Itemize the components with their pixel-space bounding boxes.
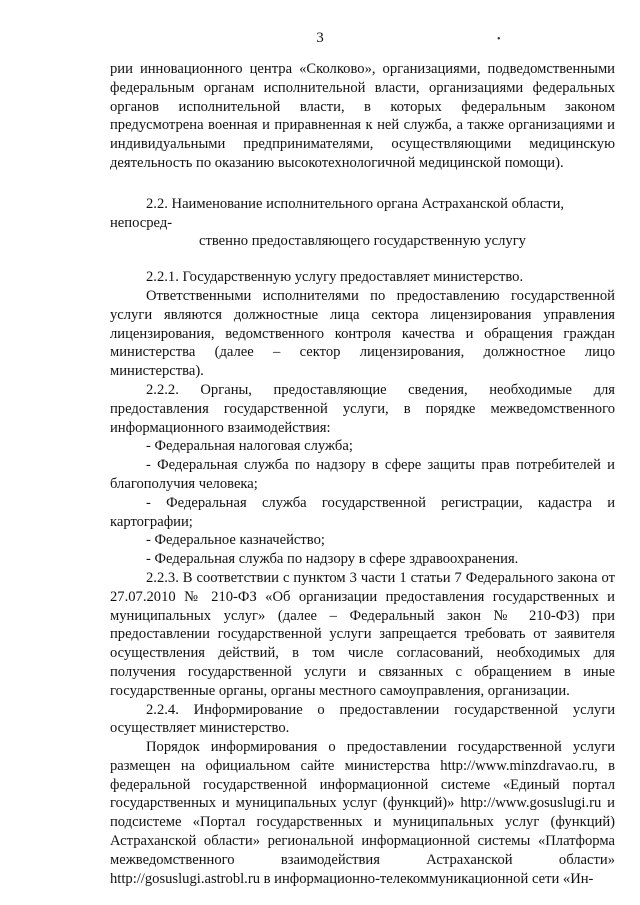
agency-list-item: - Федеральная служба государственной регистрации, кадастра и картографии;: [110, 494, 615, 530]
paragraph-2-2-1: 2.2.1. Государственную услугу предоставляет министерство.: [146, 269, 524, 286]
paragraph-2-2-3: 2.2.3. В соответствии с пунктом 3 части 1 статьи 7 Федерального закона от 27.07.2010 № 210-ФЗ «Об организации предоставления государственных и муниципальных услуг» (далее – Федеральный закон № 210-ФЗ) при предоставлении государственной услуги запрещается требовать от заявителя осуществления действий, в том числе согласований, необходимых для получения государственной услуги и связанных с обращением в иные государственные органы, органы местного самоуправления, организации.: [110, 569, 615, 699]
paragraph-2-2-4: 2.2.4. Информирование о предоставлении государственной услуги осуществляет министерство.: [110, 701, 615, 737]
scan-speck: •: [497, 34, 501, 45]
paragraph-2-2-2: 2.2.2. Органы, предоставляющие сведения, необходимые для предоставления государственной услуги, в порядке межведомственного информационного взаимодействия:: [110, 381, 615, 436]
section-heading-2-2: [110, 195, 615, 251]
agency-list-item: - Федеральное казначейство;: [146, 532, 325, 549]
section-heading-line1: 2.2. Наименование исполнительного органа Астраханской области, непосред-: [110, 195, 565, 231]
agency-list-item: - Федеральная служба по надзору в сфере защиты прав потребителей и благополучия человека;: [110, 457, 615, 492]
page-number: 3: [316, 30, 324, 46]
section-heading-line2: ственно предоставляющего государственную услугу: [199, 233, 526, 250]
intro-paragraph: рии инновационного центра «Сколково», организациями, подведомственными федеральным органам исполнительной власти, организациями федеральных органов исполнительной власти, в которых федеральным законом предусмотрена военная и приравненная к ней служба, а также организациями и индивидуальными предпринимателями, осуществляющими медицинскую деятельность по оказанию высокотехнологичной медицинской помощи).: [110, 61, 615, 171]
agency-list-item: - Федеральная налоговая служба;: [146, 438, 353, 455]
document-body: [110, 60, 615, 888]
paragraph-information-order: Порядок информирования о предоставлении государственной услуги размещен на официальном сайте министерства http://www.minzdravao.ru, в федеральной государственной информационной системе «Единый портал государственных и муниципальных услуг (функций)» http://www.gosuslugi.ru и подсистеме «Портал государственных и муниципальных услуг (функций) Астраханской области» региональной информационной системы «Платформа межведомственного взаимодействия Астраханской области» http://gosuslugi.astrobl.ru в информационно-телекоммуникационной сети «Ин-: [110, 739, 615, 887]
paragraph-responsible: Ответственными исполнителями по предоставлению государственной услуги являются должностные лица сектора лицензирования управления лицензирования, ведомственного контроля качества и обращения граждан министерства (далее – сектор лицензирования, должностное лицо министерства).: [110, 287, 615, 380]
agency-list-item: - Федеральная служба по надзору в сфере здравоохранения.: [146, 551, 519, 568]
